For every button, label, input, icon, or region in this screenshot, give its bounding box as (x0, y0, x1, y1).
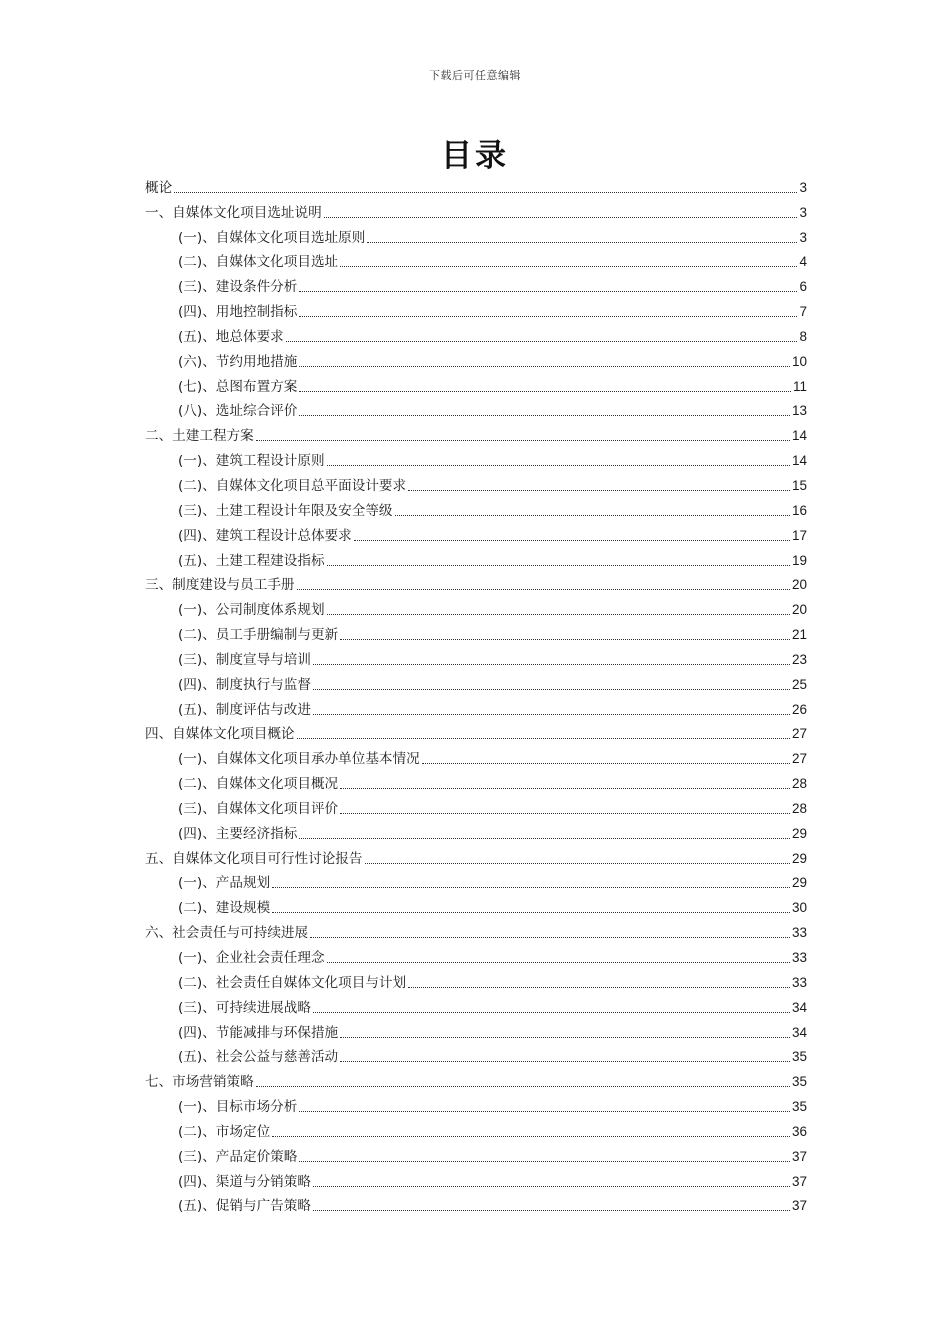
toc-entry[interactable] (145, 373, 807, 398)
table-of-contents (145, 174, 807, 1217)
toc-entry-label: 概论 (145, 179, 173, 196)
toc-entry-page-number: 33 (791, 974, 807, 990)
toc-entry-label: 七、市场营销策略 (145, 1074, 254, 1091)
toc-entry[interactable] (145, 522, 807, 547)
dot-leader (272, 1136, 790, 1137)
dot-leader (422, 763, 790, 764)
toc-entry-label: (三)、土建工程设计年限及安全等级 (178, 502, 393, 519)
toc-entry-label: (一)、建筑工程设计原则 (178, 453, 325, 470)
toc-entry-page-number: 17 (791, 527, 807, 543)
dot-leader (327, 565, 790, 566)
dot-leader (340, 266, 797, 267)
dot-leader (340, 813, 790, 814)
toc-entry-label: (一)、自媒体文化项目承办单位基本情况 (178, 751, 420, 768)
toc-entry-page-number: 27 (791, 726, 807, 742)
toc-entry-label: 五、自媒体文化项目可行性讨论报告 (145, 850, 363, 867)
toc-entry-page-number: 14 (791, 428, 807, 444)
dot-leader (313, 689, 790, 690)
toc-entry-label: (六)、节约用地措施 (178, 353, 298, 370)
toc-entry[interactable] (145, 1068, 807, 1093)
dot-leader (256, 440, 790, 441)
toc-entry-page-number: 25 (791, 676, 807, 692)
toc-entry[interactable] (145, 547, 807, 572)
toc-entry[interactable] (145, 894, 807, 919)
dot-leader (299, 1111, 790, 1112)
toc-entry[interactable] (145, 348, 807, 373)
dot-leader (297, 589, 790, 590)
toc-entry-label: (三)、产品定价策略 (178, 1148, 298, 1165)
dot-leader (174, 192, 797, 193)
dot-leader (340, 1037, 790, 1038)
toc-entry-page-number: 19 (791, 552, 807, 568)
toc-entry-label: (五)、社会公益与慈善活动 (178, 1049, 339, 1066)
dot-leader (340, 788, 790, 789)
dot-leader (313, 1210, 790, 1211)
toc-entry[interactable] (145, 621, 807, 646)
toc-entry-label: (三)、建设条件分析 (178, 279, 298, 296)
dot-leader (256, 1086, 790, 1087)
toc-entry[interactable] (145, 472, 807, 497)
toc-entry-label: (一)、目标市场分析 (178, 1099, 298, 1116)
toc-entry-page-number: 20 (791, 577, 807, 593)
toc-entry-label: (二)、社会责任自媒体文化项目与计划 (178, 974, 407, 991)
toc-entry[interactable] (145, 596, 807, 621)
toc-entry[interactable] (145, 845, 807, 870)
toc-entry-label: (四)、制度执行与监督 (178, 676, 311, 693)
toc-entry-label: (一)、公司制度体系规划 (178, 602, 325, 619)
toc-entry-label: (五)、制度评估与改进 (178, 701, 311, 718)
toc-entry[interactable] (145, 919, 807, 944)
dot-leader (313, 664, 790, 665)
toc-entry[interactable] (145, 795, 807, 820)
toc-entry-page-number: 13 (791, 403, 807, 419)
toc-entry-page-number: 21 (791, 627, 807, 643)
toc-entry-page-number: 16 (791, 502, 807, 518)
toc-entry-page-number: 3 (799, 204, 807, 220)
toc-entry[interactable] (145, 1093, 807, 1118)
dot-leader (327, 465, 790, 466)
toc-entry[interactable] (145, 224, 807, 249)
toc-entry-label: (四)、节能减排与环保措施 (178, 1024, 339, 1041)
toc-entry-label: (四)、主要经济指标 (178, 825, 298, 842)
toc-entry-label: (二)、自媒体文化项目选址 (178, 254, 339, 271)
toc-entry-page-number: 30 (791, 900, 807, 916)
toc-entry-page-number: 3 (799, 179, 807, 195)
toc-entry[interactable] (145, 1044, 807, 1069)
dot-leader (299, 316, 797, 317)
toc-entry[interactable] (145, 994, 807, 1019)
toc-entry[interactable] (145, 820, 807, 845)
toc-entry-page-number: 33 (791, 950, 807, 965)
toc-entry[interactable] (145, 298, 807, 323)
dot-leader (299, 291, 797, 292)
dot-leader (367, 242, 797, 243)
toc-entry[interactable] (145, 870, 807, 895)
toc-entry-page-number: 27 (791, 751, 807, 767)
toc-entry[interactable] (145, 721, 807, 746)
toc-entry[interactable] (145, 770, 807, 795)
toc-entry[interactable] (145, 671, 807, 696)
toc-entry-label: (五)、促销与广告策略 (178, 1198, 311, 1215)
toc-entry[interactable] (145, 1118, 807, 1143)
toc-entry-page-number: 35 (791, 1049, 807, 1065)
toc-title: 目录 (441, 138, 509, 174)
dot-leader (299, 391, 791, 392)
toc-entry-label: (二)、建设规模 (178, 900, 271, 917)
toc-entry[interactable] (145, 1019, 807, 1044)
toc-entry-page-number: 37 (791, 1148, 807, 1164)
toc-entry-label: (一)、产品规划 (178, 875, 271, 892)
toc-entry-page-number: 10 (791, 353, 807, 369)
toc-entry[interactable] (145, 696, 807, 721)
toc-entry[interactable] (145, 745, 807, 770)
dot-leader (327, 614, 790, 615)
toc-entry-label: (三)、可持续进展战略 (178, 999, 311, 1016)
toc-entry-page-number: 23 (791, 651, 807, 667)
toc-entry-page-number: 37 (791, 1173, 807, 1189)
dot-leader (297, 738, 790, 739)
toc-entry[interactable] (145, 646, 807, 671)
dot-leader (272, 887, 790, 888)
dot-leader (310, 937, 790, 938)
toc-entry-page-number: 15 (791, 477, 807, 493)
dot-leader (299, 366, 790, 367)
dot-leader (408, 490, 790, 491)
toc-entry[interactable] (145, 969, 807, 994)
toc-entry-page-number: 29 (791, 825, 807, 841)
toc-entry-page-number: 35 (791, 1099, 807, 1115)
toc-entry-label: (三)、自媒体文化项目评价 (178, 800, 339, 817)
header-note: 下载后可任意编辑 (429, 69, 521, 82)
toc-entry[interactable] (145, 572, 807, 597)
toc-entry-label: (二)、自媒体文化项目概况 (178, 776, 339, 793)
dot-leader (395, 515, 790, 516)
toc-entry[interactable] (145, 398, 807, 423)
toc-entry-page-number: 8 (799, 328, 807, 344)
toc-entry-label: (四)、用地控制指标 (178, 304, 298, 321)
toc-entry-label: 六、社会责任与可持续进展 (145, 925, 309, 942)
toc-entry-page-number: 14 (791, 453, 807, 469)
toc-entry-page-number: 6 (799, 279, 807, 295)
toc-entry-page-number: 29 (791, 875, 807, 891)
toc-entry-label: (一)、自媒体文化项目选址原则 (178, 229, 366, 246)
toc-entry[interactable] (145, 447, 807, 472)
dot-leader (327, 962, 790, 963)
dot-leader (299, 415, 790, 416)
toc-entry[interactable] (145, 1193, 807, 1218)
toc-entry-label: 四、自媒体文化项目概论 (145, 726, 295, 743)
toc-entry-page-number: 36 (791, 1123, 807, 1139)
dot-leader (299, 1161, 790, 1162)
dot-leader (354, 540, 790, 541)
toc-entry-page-number: 4 (799, 254, 807, 270)
toc-entry-page-number: 7 (799, 304, 807, 320)
toc-entry-label: (四)、渠道与分销策略 (178, 1173, 311, 1190)
toc-entry-page-number: 28 (791, 800, 807, 816)
toc-entry-label: (八)、选址综合评价 (178, 403, 298, 420)
toc-entry-label: (七)、总图布置方案 (178, 378, 298, 395)
dot-leader (365, 863, 790, 864)
toc-entry-page-number: 20 (791, 602, 807, 618)
toc-entry[interactable] (145, 199, 807, 224)
toc-entry-page-number: 11 (792, 378, 807, 394)
toc-entry-page-number: 29 (791, 850, 807, 866)
dot-leader (324, 217, 797, 218)
toc-entry[interactable] (145, 422, 807, 447)
toc-entry[interactable] (145, 174, 807, 199)
dot-leader (313, 1186, 790, 1187)
toc-entry-label: (二)、员工手册编制与更新 (178, 627, 339, 644)
toc-entry-label: 二、土建工程方案 (145, 428, 254, 445)
toc-entry-label: (三)、制度宣导与培训 (178, 651, 311, 668)
toc-entry-label: (二)、市场定位 (178, 1123, 271, 1140)
toc-entry-label: (一)、企业社会责任理念 (178, 950, 325, 966)
toc-entry[interactable] (145, 249, 807, 274)
dot-leader (340, 639, 790, 640)
dot-leader (313, 714, 790, 715)
toc-entry[interactable] (145, 323, 807, 348)
dot-leader (340, 1061, 790, 1062)
toc-entry-label: (五)、土建工程建设指标 (178, 552, 325, 569)
toc-entry-page-number: 26 (791, 701, 807, 717)
toc-entry-page-number: 37 (791, 1198, 807, 1214)
toc-entry-page-number: 34 (791, 1024, 807, 1040)
toc-entry-label: (四)、建筑工程设计总体要求 (178, 527, 352, 544)
toc-entry-label: 三、制度建设与员工手册 (145, 577, 295, 594)
toc-entry-label: (二)、自媒体文化项目总平面设计要求 (178, 477, 407, 494)
dot-leader (272, 912, 790, 913)
toc-entry-label: 一、自媒体文化项目选址说明 (145, 204, 322, 221)
toc-entry-page-number: 34 (791, 999, 807, 1015)
toc-entry[interactable] (145, 1143, 807, 1168)
dot-leader (408, 987, 790, 988)
toc-entry[interactable] (145, 1168, 807, 1193)
toc-entry-page-number: 35 (791, 1074, 807, 1090)
toc-entry-page-number: 3 (799, 229, 807, 245)
toc-entry-page-number: 33 (791, 925, 807, 941)
dot-leader (313, 1012, 790, 1013)
toc-entry[interactable] (145, 497, 807, 522)
toc-entry-page-number: 28 (791, 776, 807, 792)
toc-entry[interactable] (145, 944, 807, 969)
toc-entry[interactable] (145, 273, 807, 298)
toc-entry-label: (五)、地总体要求 (178, 328, 284, 345)
dot-leader (286, 341, 797, 342)
dot-leader (299, 838, 790, 839)
